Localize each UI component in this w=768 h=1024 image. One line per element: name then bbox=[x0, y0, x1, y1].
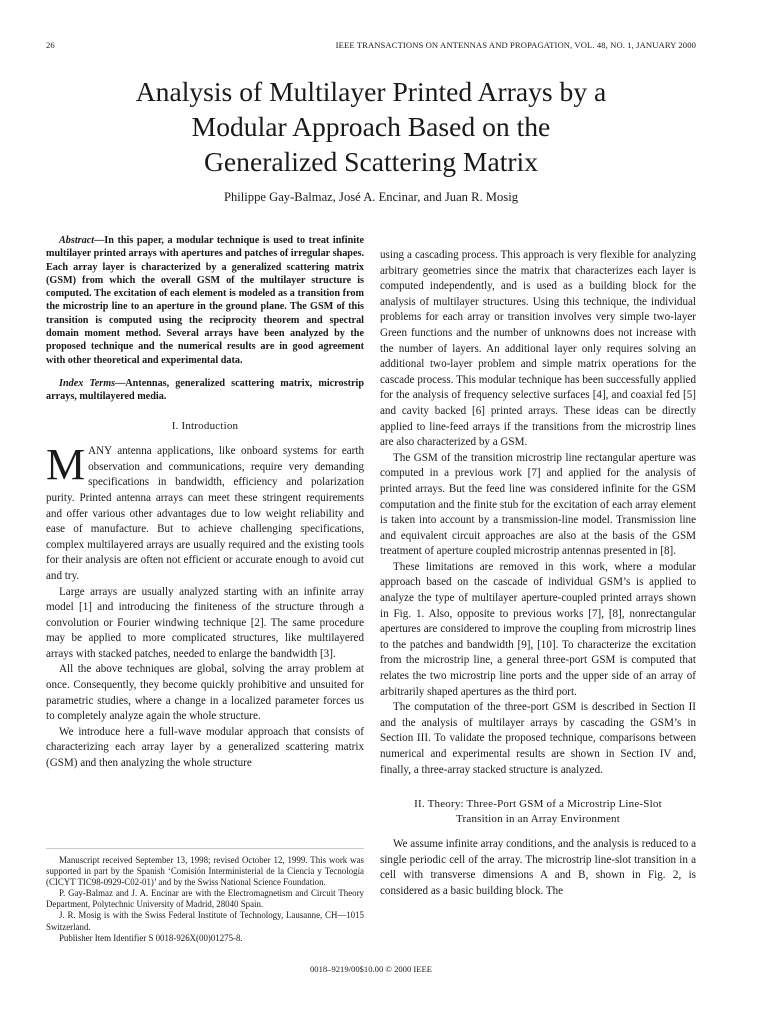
section-heading-theory bbox=[380, 797, 696, 827]
section-heading-introduction: I. Introduction bbox=[171, 419, 239, 432]
index-terms bbox=[46, 377, 364, 404]
intro-paragraph-1-text: ANY antenna applications, like onboard systems for earth observation and communications, require very demanding specifications in bandwidth, efficiency and polarization purity. Printed antenna arrays can meet these stringent requirements and offer various other advantages due to low weight reliability and ease of manufacture. But to achieve challenging specifications, complex multilayered arrays are usually required and the existing tools for their analysis are often not efficient or accurate enough to avoid cut and try. bbox=[46, 445, 364, 582]
body-paragraph-4: The computation of the three-port GSM is described in Section II and the analysis of multilayer arrays by cascading the GSM’s in Section III. To validate the proposed technique, comparisons between numerical and experimental results are shown in Section IV and, finally, a three-array stacked structure is analyzed. bbox=[380, 701, 696, 776]
paper-title bbox=[46, 74, 696, 179]
footnotes bbox=[46, 848, 364, 944]
title-line: Modular Approach Based on the bbox=[191, 111, 551, 142]
left-column bbox=[46, 234, 364, 772]
abstract bbox=[46, 234, 364, 367]
index-terms-lead: Index Terms bbox=[59, 377, 116, 389]
index-terms-text: Antennas, generalized scattering matrix, microstrip arrays, multilayered media. bbox=[46, 377, 364, 403]
footnote-divider bbox=[46, 848, 364, 849]
abstract-lead: Abstract bbox=[59, 235, 95, 246]
footnote-publisher-id: Publisher Item Identifier S 0018-926X(00)01275-8. bbox=[59, 932, 243, 943]
page-number: 26 bbox=[46, 40, 55, 50]
intro-paragraph-2: Large arrays are usually analyzed starting with an infinite array model [1] and introducing the finiteness of the structure through a convolution or Fourier windwing technique [2]. The same procedure may be applied to more complicated structures, like multilayered arrays with stacked patches, needed to enlarge the bandwidth [3]. bbox=[46, 585, 364, 660]
author-list: Philippe Gay-Balmaz, José A. Encinar, and Juan R. Mosig bbox=[223, 190, 518, 204]
right-column bbox=[380, 248, 696, 900]
section-heading-line: II. Theory: Three-Port GSM of a Microstrip Line-Slot bbox=[414, 798, 662, 811]
body-paragraph-1: using a cascading process. This approach is very flexible for analyzing arbitrary geometries since the matrix that characterizes each layer is computed independently, and is used as a building block for the analysis of multilayer structures. Using this technique, the individual problems for each array or transition involves very simple two-layer Green functions and the number of unknowns does not increase with the number of layers. An additional layer only requires solving an additional two-layer problem and simple matrix operations for the cascade process. This modular technique has been successfully applied for the analysis of frequency selective surfaces [4], and coaxial fed [5] and cavity backed [6] printed arrays. These ideas can be directly applied to line-feed arrays if the transitions from the microstrip lines are also characterized by a GSM. bbox=[380, 249, 696, 449]
copyright-footer: 0018–9219/00$10.00 © 2000 IEEE bbox=[309, 964, 433, 974]
section-heading-line: Transition in an Array Environment bbox=[455, 813, 621, 826]
abstract-text: In this paper, a modular technique is used to treat infinite multilayer printed arrays with apertures and patches of irregular shapes. Each array layer is characterized by a generalized scattering matrix (GSM) from which the overall GSM of the multilayer structure is computed. The excitation of each element is modeled as a transition from the microstrip line to an aperture in the ground plane. The GSM of this transition is computed using the reciprocity theorem and spectral domain moment method. Several arrays have been analyzed by the proposed technique and the numerical results are in good agreement with other theoretical and experimental data. bbox=[46, 235, 364, 366]
body-paragraph-3: These limitations are removed in this work, where a modular approach based on the cascade of individual GSM’s is applied to analyze the type of multilayer aperture-coupled printed arrays shown in Fig. 1. Also, opposite to previous works [7], [8], nonrectangular apertures are considered to improve the coupling from microstrip lines to the patches and bandwidth [9], [10]. To characterize the excitation from the microstrip line, a general three-port GSM is computed that relates the two microstrip line ports and the upper side of an array of arbitrarily shaped apertures as the third port. bbox=[380, 560, 696, 698]
intro-paragraph-4: We introduce here a full-wave modular approach that consists of characterizing each array layer by a generalized scattering matrix (GSM) and then analyzing the whole structure bbox=[46, 725, 364, 770]
body-paragraph-5: We assume infinite array conditions, and the analysis is reduced to a single periodic cell of the array. The microstrip line-slot transition in a cell with transverse dimensions A and B, shown in Fig. 2, is considered as a basic building block. The bbox=[380, 838, 696, 897]
footnote-affiliation-2: J. R. Mosig is with the Swiss Federal Institute of Technology, Lausanne, CH—1015 Switzerland. bbox=[46, 910, 364, 932]
intro-paragraph-3: All the above techniques are global, solving the array problem at once. Consequently, they become quickly prohibitive and unsuited for parametric studies, where a change in a localized parameter forces us to completely analyze again the whole structure. bbox=[46, 663, 364, 723]
index-terms-dash: — bbox=[115, 377, 126, 389]
drop-cap: M bbox=[46, 440, 86, 490]
abstract-dash: — bbox=[94, 235, 105, 246]
title-line: Generalized Scattering Matrix bbox=[203, 146, 539, 177]
footnote-manuscript: Manuscript received September 13, 1998; revised October 12, 1999. This work was supported in part by the Spanish ‘Comisión Interministerial de la Ciencia y Tecnología (CICYT TIC98-0929-C02-01)’ and by the Swiss National Science Foundation. bbox=[46, 855, 364, 888]
journal-citation: IEEE TRANSACTIONS ON ANTENNAS AND PROPAGATION, VOL. 48, NO. 1, JANUARY 2000 bbox=[335, 40, 696, 50]
intro-paragraph-1 bbox=[46, 440, 364, 584]
footnote-affiliation-1: P. Gay-Balmaz and J. A. Encinar are with the Electromagnetism and Circuit Theory Department, Polytechnic University of Madrid, 28040 Spain. bbox=[46, 888, 364, 910]
body-paragraph-2: The GSM of the transition microstrip line rectangular aperture was computed in a previous work [7] and applied for the analysis of printed arrays. But the feed line was considered infinite for the GSM computation and the finite stub for the excitation of each array element is taken into account by a transmission-line model. Transmission line and equivalent circuit approaches are also at the basis of the GSM treatment of aperture coupled microstrip antennas presented in [8]. bbox=[380, 451, 696, 558]
title-line: Analysis of Multilayer Printed Arrays by a bbox=[135, 76, 607, 107]
